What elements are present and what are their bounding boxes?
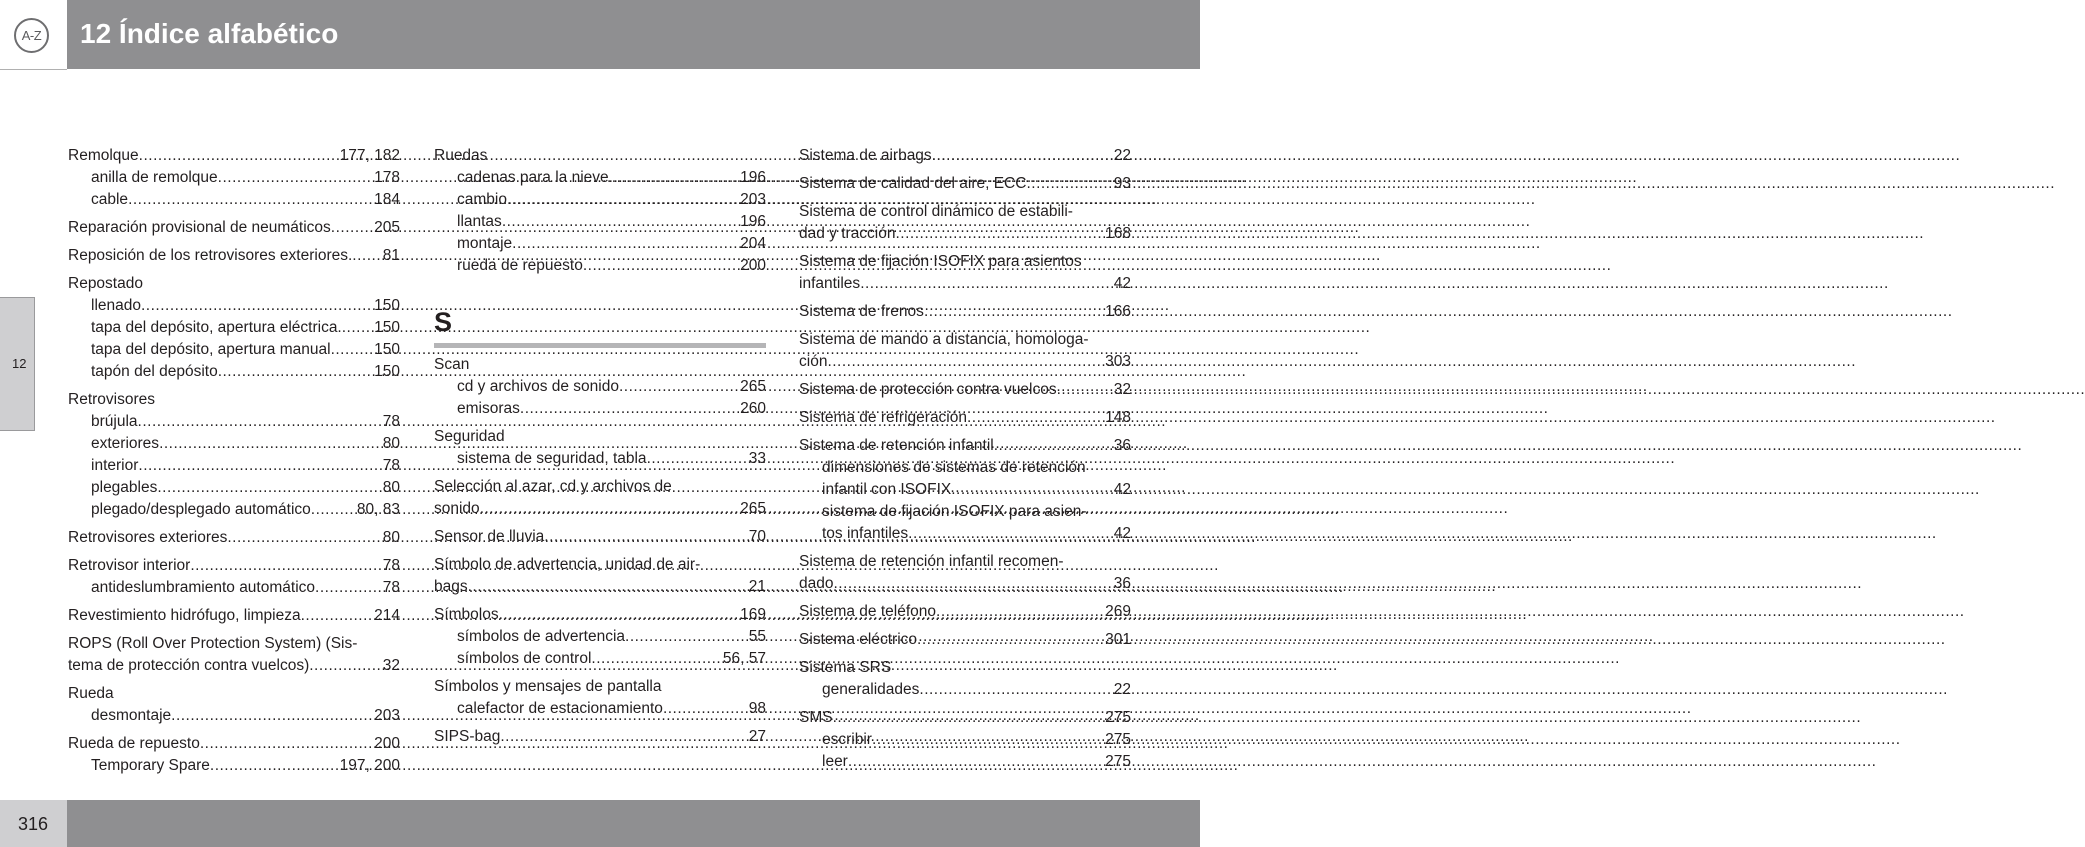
- index-subentry-row: [68, 705, 400, 727]
- index-entry-row: [799, 223, 1131, 245]
- leader-dots: [833, 573, 1107, 595]
- index-subentry-row: [434, 233, 766, 255]
- page-number: 316: [18, 814, 49, 834]
- index-subentry-page: 150: [374, 297, 400, 314]
- header-left-panel: [0, 0, 67, 70]
- index-subentry-row: [434, 398, 766, 420]
- index-entry-row: [799, 407, 1131, 429]
- index-column-3: [799, 145, 1131, 779]
- section-divider: [434, 343, 766, 348]
- index-subentry-text: cambio: [457, 191, 507, 208]
- index-entry-text-line: ROPS (Roll Over Protection System) (Sis-: [68, 635, 358, 652]
- index-entry-text: dado: [799, 575, 834, 592]
- index-subentry-page: 80, 83: [356, 501, 400, 518]
- index-entry-row: [799, 351, 1131, 373]
- index-subentry-row: [68, 455, 400, 477]
- index-entry-row: [799, 573, 1131, 595]
- leader-dots: [951, 479, 1108, 501]
- page-title: 12 Índice alfabético: [80, 18, 339, 49]
- index-subentry-row: [434, 167, 766, 189]
- index-entry-text-line: Sistema de control dinámico de estabili-: [799, 203, 1073, 220]
- index-subentry-row: [434, 376, 766, 398]
- index-entry-text: Sistema de calidad del aire, ECC: [799, 175, 1027, 192]
- leader-dots: [609, 167, 734, 189]
- index-subentry-page: 184: [374, 191, 400, 208]
- index-subentry-page: 260: [740, 400, 766, 417]
- leader-dots: [159, 433, 377, 455]
- index-subentry-row: [434, 448, 766, 470]
- index-subentry-page: 80: [382, 435, 400, 452]
- index-entry: [68, 733, 400, 777]
- index-subentry-row: [799, 479, 1131, 501]
- index-entry-page: 214: [374, 607, 400, 624]
- index-subentry-page: 55: [748, 628, 766, 645]
- index-entry-text-line: Sistema de fijación ISOFIX para asientos: [799, 253, 1082, 270]
- index-entry-text: Remolque: [68, 147, 139, 164]
- index-subentry-text: llenado: [91, 297, 141, 314]
- index-entry-page: 70: [748, 528, 766, 545]
- index-entry: [434, 354, 766, 420]
- index-entry-text: ción: [799, 353, 828, 370]
- index-subentry-page: 33: [748, 450, 766, 467]
- section-letter: S: [434, 307, 453, 337]
- index-subentry-text: infantil con ISOFIX: [822, 481, 952, 498]
- index-entry: [68, 145, 400, 211]
- index-entry-text: Sistema SRS: [799, 659, 892, 676]
- leader-dots: [315, 577, 377, 599]
- index-subentry-row: [434, 255, 766, 277]
- index-subentry-page: 203: [374, 707, 400, 724]
- index-subentry-page: 56, 57: [722, 650, 766, 667]
- index-entry: [799, 601, 1131, 623]
- index-subentry-text: emisoras: [457, 400, 520, 417]
- index-subentry-page: 204: [740, 235, 766, 252]
- index-entry-text: infantiles: [799, 275, 861, 292]
- index-entry-text-line: Sistema de retención infantil recomen-: [799, 553, 1064, 570]
- index-entry-page: 269: [1105, 603, 1131, 620]
- leader-dots: [218, 167, 368, 189]
- index-entry-text: Sistema eléctrico: [799, 631, 918, 648]
- index-entry-page: 78: [382, 557, 400, 574]
- index-subentry-row: [68, 755, 400, 777]
- index-subentry-row: [68, 361, 400, 383]
- index-entry-text: Seguridad: [434, 428, 505, 445]
- footer-bar: [67, 800, 1200, 847]
- index-subentry-row: [799, 751, 1131, 773]
- index-entry: [799, 145, 1131, 167]
- index-entry-text: Rueda: [68, 685, 114, 702]
- index-entry: [68, 605, 400, 627]
- leader-dots: [872, 729, 1099, 751]
- leader-dots: [1057, 379, 1108, 401]
- leader-dots: [994, 435, 1108, 457]
- index-entry-page: 81: [382, 247, 400, 264]
- index-subentry-text: montaje: [457, 235, 513, 252]
- index-subentry-page: 150: [374, 341, 400, 358]
- index-entry-row: [799, 145, 1131, 167]
- index-subentry-text: interior: [91, 457, 139, 474]
- index-subentry-text: antideslumbramiento automático: [91, 579, 316, 596]
- index-subentry-row: [68, 295, 400, 317]
- index-entry-text: Retrovisor interior: [68, 557, 191, 574]
- index-entry: [68, 273, 400, 383]
- index-subentry-row: [434, 189, 766, 211]
- index-subentry-text: tapón del depósito: [91, 363, 218, 380]
- index-entry-row: [68, 527, 400, 549]
- index-entry-page: 200: [374, 735, 400, 752]
- index-subentry-page: 275: [1105, 731, 1131, 748]
- leader-dots: [157, 477, 376, 499]
- index-subentry-page: 200: [740, 257, 766, 274]
- leader-dots: [138, 455, 376, 477]
- leader-dots: [141, 295, 368, 317]
- index-entry-text: Sistema de frenos: [799, 303, 924, 320]
- index-entry-text: Sistema de protección contra vuelcos: [799, 381, 1057, 398]
- index-column-1: [68, 145, 400, 783]
- leader-dots: [917, 629, 1099, 651]
- index-subentry-page: 150: [374, 363, 400, 380]
- index-entry-page: 275: [1105, 709, 1131, 726]
- leader-dots: [827, 351, 1099, 373]
- index-entry: [799, 435, 1131, 545]
- index-entry-row: [68, 655, 400, 677]
- index-entry: [68, 555, 400, 599]
- index-entry-text: Sistema de teléfono: [799, 603, 937, 620]
- leader-dots: [512, 233, 734, 255]
- index-entry-text: dad y tracción: [799, 225, 896, 242]
- index-entry: [68, 683, 400, 727]
- index-entry: [434, 145, 766, 277]
- index-subentry-text: leer: [822, 753, 848, 770]
- index-entry-text-line: Selección al azar, cd y archivos de: [434, 478, 672, 495]
- leader-dots: [591, 648, 716, 670]
- index-entry-row: [68, 605, 400, 627]
- index-subentry-row: [68, 411, 400, 433]
- index-subentry-row: [434, 211, 766, 233]
- index-subentry-row: [68, 433, 400, 455]
- index-entry-text: Reposición de los retrovisores exteriores.: [68, 247, 353, 264]
- index-entry-page: 265: [740, 500, 766, 517]
- index-subentry-text-line: dimensiones de sistemas de retención: [822, 459, 1086, 476]
- index-entry: [434, 476, 766, 520]
- index-subentry-row: [799, 729, 1131, 751]
- leader-dots: [663, 698, 743, 720]
- section-letter-block: [434, 307, 766, 348]
- index-entry-text: Reparación provisional de neumáticos: [68, 219, 331, 236]
- index-entry: [799, 629, 1131, 651]
- index-subentry-text: cadenas para la nieve: [457, 169, 609, 186]
- index-column-2: [434, 145, 766, 754]
- index-entry: [799, 301, 1131, 323]
- index-entry-row: [799, 173, 1131, 195]
- index-subentry-page: 203: [740, 191, 766, 208]
- index-entry-text-line: Símbolo de advertencia, unidad de air-: [434, 556, 701, 573]
- index-entry: [68, 633, 400, 677]
- index-subentry-text: brújula: [91, 413, 138, 430]
- index-entry-row: [799, 273, 1131, 295]
- leader-dots: [500, 726, 742, 748]
- leader-dots: [896, 223, 1100, 245]
- index-entry-row: [434, 576, 766, 598]
- index-subentry-text: desmontaje: [91, 707, 172, 724]
- leader-dots: [311, 499, 351, 521]
- index-entry: [799, 379, 1131, 401]
- index-subentry-text: cd y archivos de sonido: [457, 378, 619, 395]
- leader-dots: [331, 339, 369, 361]
- leader-dots: [833, 707, 1100, 729]
- leader-dots: [210, 755, 334, 777]
- index-subentry-text: Temporary Spare: [91, 757, 210, 774]
- leader-dots: [507, 189, 734, 211]
- index-subentry-text: sistema de seguridad, tabla: [457, 450, 647, 467]
- index-subentry-text: plegado/desplegado automático: [91, 501, 311, 518]
- index-subentry-text: símbolos de control: [457, 650, 592, 667]
- leader-dots: [619, 376, 734, 398]
- index-entry-page: 32: [382, 657, 400, 674]
- leader-dots: [919, 679, 1107, 701]
- index-subentry-page: 265: [740, 378, 766, 395]
- index-entry-text: Sistema de refrigeración: [799, 409, 967, 426]
- index-entry: [434, 426, 766, 470]
- leader-dots: [583, 255, 734, 277]
- index-entry-page: 303: [1105, 353, 1131, 370]
- index-entry-text: bags: [434, 578, 468, 595]
- leader-dots: [342, 317, 368, 339]
- index-entry-page: 27: [748, 728, 766, 745]
- index-subentry-page: 80: [382, 479, 400, 496]
- index-entry: [799, 201, 1131, 245]
- index-subentry-row: [799, 523, 1131, 545]
- index-subentry-text: tos infantiles: [822, 525, 909, 542]
- index-entry: [68, 245, 400, 267]
- index-entry: [434, 726, 766, 748]
- index-entry-page: 301: [1105, 631, 1131, 648]
- index-entry-page: 32: [1113, 381, 1131, 398]
- leader-dots: [625, 626, 743, 648]
- index-subentry-page: 196: [740, 169, 766, 186]
- index-entry-text: Revestimiento hidrófugo, limpieza: [68, 607, 301, 624]
- leader-dots: [967, 407, 1099, 429]
- index-subentry-page: 275: [1105, 753, 1131, 770]
- leader-dots: [218, 361, 368, 383]
- index-entry-row: [799, 435, 1131, 457]
- index-entry-row: [434, 526, 766, 548]
- index-subentry-page: 78: [382, 457, 400, 474]
- index-entry-text: Retrovisores exteriores: [68, 529, 228, 546]
- leader-dots: [171, 705, 368, 727]
- index-entry-row: [434, 726, 766, 748]
- index-subentry-text: tapa del depósito, apertura manual: [91, 341, 331, 358]
- index-subentry-page: 22: [1113, 681, 1131, 698]
- index-entry-page: 205: [374, 219, 400, 236]
- index-subentry-row: [799, 679, 1131, 701]
- leader-dots: [138, 411, 377, 433]
- index-subentry-text: llantas: [457, 213, 502, 230]
- index-subentry-row: [68, 167, 400, 189]
- leader-dots: [647, 448, 743, 470]
- leader-dots: [301, 605, 369, 627]
- index-entry-text: Sensor de lluvia: [434, 528, 545, 545]
- index-entry-text: sonido: [434, 500, 480, 517]
- index-subentry-text: símbolos de advertencia: [457, 628, 626, 645]
- index-entry: [434, 604, 766, 670]
- leader-dots: [352, 245, 376, 267]
- index-entry: [799, 329, 1131, 373]
- index-subentry-row: [68, 339, 400, 361]
- index-entry-row: [799, 379, 1131, 401]
- index-entry: [434, 526, 766, 548]
- index-subentry-page: 42: [1113, 481, 1131, 498]
- index-subentry-text: generalidades: [822, 681, 920, 698]
- index-entry-text: Sistema de airbags: [799, 147, 932, 164]
- index-subentry-row: [68, 577, 400, 599]
- index-subentry-text: cable: [91, 191, 129, 208]
- index-entry-page: 36: [1113, 575, 1131, 592]
- index-entry-page: 177, 182: [339, 147, 400, 164]
- index-subentry-text: plegables: [91, 479, 158, 496]
- leader-dots: [139, 145, 334, 167]
- index-entry: [799, 251, 1131, 295]
- leader-dots: [499, 604, 735, 626]
- index-entry: [799, 407, 1131, 429]
- index-entry: [434, 676, 766, 720]
- index-subentry-page: 78: [382, 579, 400, 596]
- index-entry-row: [799, 301, 1131, 323]
- index-entry: [799, 657, 1131, 701]
- leader-dots: [227, 527, 376, 549]
- index-subentry-row: [434, 698, 766, 720]
- leader-dots: [200, 733, 368, 755]
- index-subentry-page: 78: [382, 413, 400, 430]
- index-entry-page: 22: [1113, 147, 1131, 164]
- index-subentry-page: 196: [740, 213, 766, 230]
- index-entry-text: Símbolos: [434, 606, 499, 623]
- leader-dots: [924, 301, 1099, 323]
- index-subentry-text: tapa del depósito, apertura eléctrica.: [91, 319, 342, 336]
- index-entry-text: Retrovisores: [68, 391, 155, 408]
- index-entry-text: Repostado: [68, 275, 143, 292]
- index-entry: [68, 217, 400, 239]
- index-entry: [68, 527, 400, 549]
- leader-dots: [908, 523, 1108, 545]
- a-z-index-icon: A-Z: [14, 18, 49, 53]
- index-entry: [799, 707, 1131, 773]
- index-entry-page: 148: [1105, 409, 1131, 426]
- index-entry-text: SIPS-bag: [434, 728, 501, 745]
- index-subentry-row: [434, 648, 766, 670]
- leader-dots: [520, 398, 734, 420]
- index-entry-text: tema de protección contra vuelcos): [68, 657, 310, 674]
- index-subentry-text: escribir: [822, 731, 872, 748]
- index-subentry-text: calefactor de estacionamiento: [457, 700, 663, 717]
- index-entry-row: [68, 733, 400, 755]
- index-entry-row: [434, 604, 766, 626]
- leader-dots: [190, 555, 376, 577]
- index-entry-row: [68, 145, 400, 167]
- index-subentry-page: 98: [748, 700, 766, 717]
- leader-dots: [544, 526, 742, 548]
- index-entry-page: 21: [748, 578, 766, 595]
- index-entry-row: [799, 601, 1131, 623]
- leader-dots: [128, 189, 368, 211]
- leader-dots: [932, 145, 1108, 167]
- index-entry-text: Rueda de repuesto: [68, 735, 200, 752]
- index-subentry-page: 178: [374, 169, 400, 186]
- index-entry-text: SMS: [799, 709, 833, 726]
- leader-dots: [848, 751, 1099, 773]
- index-subentry-row: [68, 189, 400, 211]
- index-entry: [68, 389, 400, 521]
- index-entry-page: 166: [1105, 303, 1131, 320]
- index-subentry-row: [68, 317, 400, 339]
- index-entry-page: 93: [1113, 175, 1131, 192]
- index-entry-row: [68, 217, 400, 239]
- leader-dots: [936, 601, 1099, 623]
- index-entry-text: Sistema de retención infantil: [799, 437, 994, 454]
- index-entry: [799, 173, 1131, 195]
- index-entry-text: Ruedas: [434, 147, 488, 164]
- index-entry: [434, 554, 766, 598]
- index-subentry-text: exteriores: [91, 435, 160, 452]
- leader-dots: [309, 655, 377, 677]
- index-entry-page: 168: [1105, 225, 1131, 242]
- index-entry-row: [68, 245, 400, 267]
- leader-dots: [502, 211, 734, 233]
- index-entry-text: Símbolos y mensajes de pantalla: [434, 678, 662, 695]
- leader-dots: [1026, 173, 1107, 195]
- index-subentry-page: 42: [1113, 525, 1131, 542]
- index-entry-row: [799, 707, 1131, 729]
- leader-dots: [860, 273, 1108, 295]
- leader-dots: [468, 576, 743, 598]
- index-subentry-page: 150: [374, 319, 400, 336]
- index-subentry-text: rueda de repuesto: [457, 257, 583, 274]
- index-entry-page: 36: [1113, 437, 1131, 454]
- index-subentry-row: [68, 499, 400, 521]
- index-subentry-text: anilla de remolque: [91, 169, 218, 186]
- leader-dots: [480, 498, 734, 520]
- index-entry: [799, 551, 1131, 595]
- index-entry-text: Scan: [434, 356, 470, 373]
- index-entry-page: 42: [1113, 275, 1131, 292]
- index-entry-page: 169: [740, 606, 766, 623]
- index-entry-row: [799, 629, 1131, 651]
- index-subentry-text-line: sistema de fijación ISOFIX para asien-: [822, 503, 1087, 520]
- index-subentry-page: 197, 200: [339, 757, 400, 774]
- chapter-side-tab[interactable]: [0, 297, 35, 431]
- index-entry-page: 80: [382, 529, 400, 546]
- chapter-tab-label: 12: [12, 356, 27, 371]
- index-subentry-row: [434, 626, 766, 648]
- index-subentry-row: [68, 477, 400, 499]
- leader-dots: [331, 217, 368, 239]
- index-entry-text-line: Sistema de mando a distancia, homologa-: [799, 331, 1089, 348]
- index-entry-row: [434, 498, 766, 520]
- index-entry-row: [68, 555, 400, 577]
